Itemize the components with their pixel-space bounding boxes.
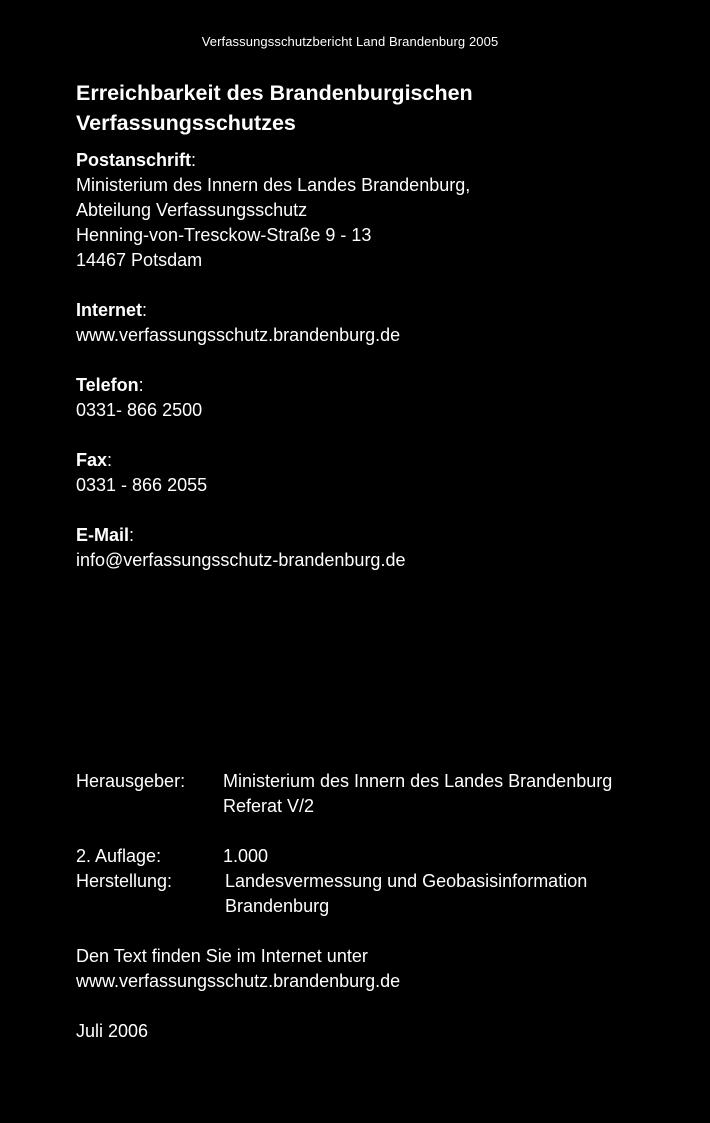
fax-label: Fax xyxy=(76,450,108,470)
page-title: Erreichbarkeit des Brandenburgischen Verfassungsschutzes xyxy=(76,81,473,135)
postal-line: Henning-von-Tresckow-Straße 9 - 13 xyxy=(76,225,372,245)
postal-label: Postanschrift xyxy=(76,150,192,170)
postal-line: Ministerium des Innern des Landes Brandenburg, xyxy=(76,175,471,195)
production-value: Brandenburg xyxy=(225,896,330,916)
online-note xyxy=(76,944,400,994)
date-text: Juli 2006 xyxy=(76,1021,149,1041)
publisher-value: Ministerium des Innern des Landes Brandenburg xyxy=(223,771,613,791)
fax-number: 0331 - 866 2055 xyxy=(76,475,208,495)
postal-line: 14467 Potsdam xyxy=(76,250,203,270)
online-note-link[interactable]: www.verfassungsschutz.brandenburg.de xyxy=(76,971,401,991)
running-header: Verfassungsschutzbericht Land Brandenburg 2005 xyxy=(201,34,499,49)
publication-date xyxy=(76,1019,148,1044)
fax-section: Fax: 0331 - 866 2055 xyxy=(76,448,207,498)
production-label: Herstellung: xyxy=(76,871,173,891)
postal-address-section: Postanschrift: Ministerium des Innern des Landes Brandenburg, Abteilung Verfassungsschutz Henning-von-Tresckow-Straße 9 - 13 14467 Potsdam xyxy=(76,148,470,273)
phone-number: 0331- 866 2500 xyxy=(76,400,203,420)
internet-section: Internet: www.verfassungsschutz.brandenburg.de xyxy=(76,298,400,348)
publisher-label: Herausgeber: xyxy=(76,771,186,791)
email-link[interactable]: info@verfassungsschutz-brandenburg.de xyxy=(76,550,406,570)
email-section: E-Mail: info@verfassungsschutz-brandenburg.de xyxy=(76,523,405,573)
edition-value: 1.000 xyxy=(223,846,269,866)
edition-label: 2. Auflage: xyxy=(76,846,162,866)
email-label: E-Mail xyxy=(76,525,130,545)
postal-line: Abteilung Verfassungsschutz xyxy=(76,200,308,220)
internet-label: Internet xyxy=(76,300,143,320)
publisher-value: Referat V/2 xyxy=(223,796,315,816)
internet-link[interactable]: www.verfassungsschutz.brandenburg.de xyxy=(76,325,401,345)
production-value: Landesvermessung und Geobasisinformation xyxy=(225,871,588,891)
phone-section: Telefon: 0331- 866 2500 xyxy=(76,373,202,423)
online-note-text: Den Text finden Sie im Internet unter xyxy=(76,946,368,966)
phone-label: Telefon xyxy=(76,375,139,395)
